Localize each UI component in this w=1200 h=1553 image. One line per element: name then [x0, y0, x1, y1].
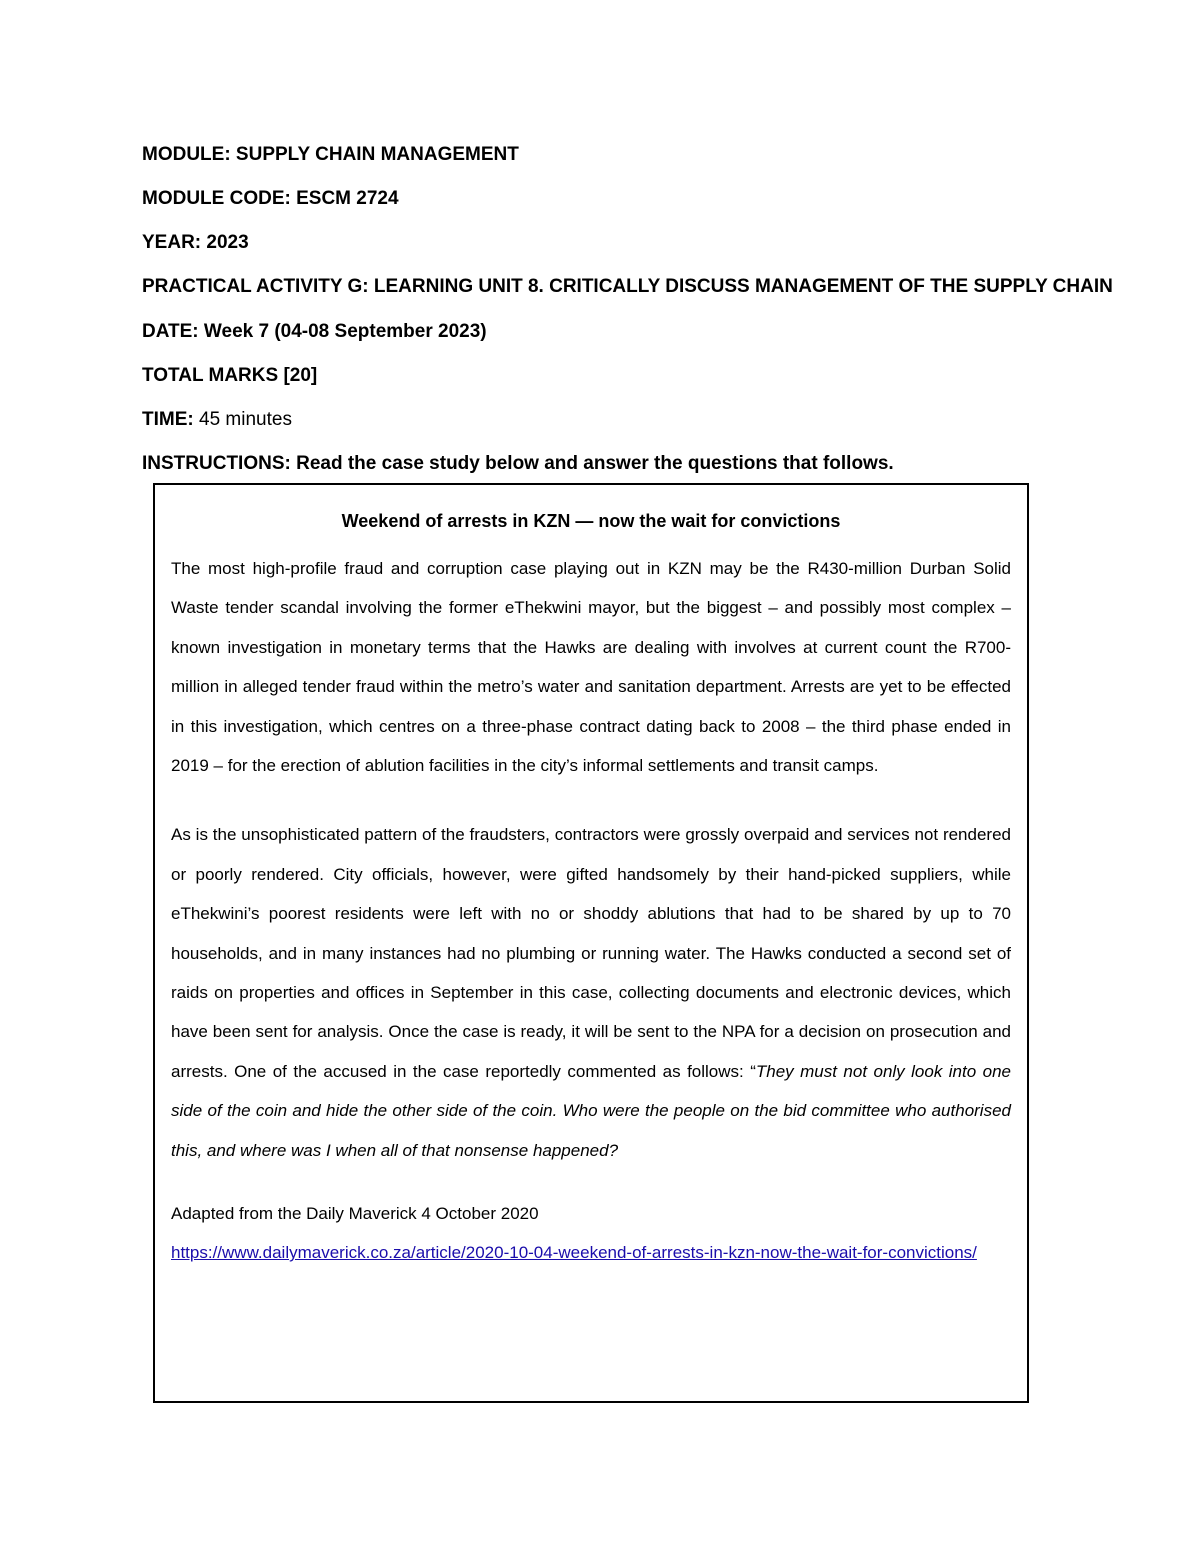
total-marks-line	[142, 364, 317, 388]
case-study-title: Weekend of arrests in KZN — now the wait for convictions	[341, 511, 841, 531]
date-line	[142, 320, 487, 344]
instructions-line	[142, 452, 894, 476]
time-value: 45 minutes	[199, 409, 292, 430]
source-link[interactable]: https://www.dailymaverick.co.za/article/2020-10-04-weekend-of-arrests-in-kzn-now-the-wait-for-convictions/	[171, 1243, 977, 1263]
paragraph-2-text: As is the unsophisticated pattern of the fraudsters, contractors were grossly overpaid and services not rendered or poorly rendered. City officials, however, were gifted handsomely by their hand-picked suppliers, while eThekwini’s poorest residents were left with no or shoddy ablutions that had to be shared by up to 70 households, and in many instances had no plumbing or running water. The Hawks conducted a second set of raids on properties and offices in September in this case, collecting documents and electronic devices, which have been sent for analysis. Once the case is ready, it will be sent to the NPA for a decision on prosecution and arrests. One of the accused in the case reportedly commented as follows: “	[171, 825, 1011, 1081]
module-line	[142, 143, 519, 167]
source-attribution: Adapted from the Daily Maverick 4 October 2020	[171, 1204, 539, 1224]
module-code-line	[142, 187, 399, 211]
time-line	[142, 408, 292, 432]
year-line	[142, 231, 249, 255]
practical-activity-line	[142, 275, 1113, 299]
total-marks-label: TOTAL MARKS [20]	[142, 365, 318, 386]
case-study-box	[153, 483, 1029, 1403]
case-study-paragraph-2	[171, 815, 1011, 1170]
module-label: MODULE: SUPPLY CHAIN MANAGEMENT	[142, 144, 519, 165]
practical-activity-label: PRACTICAL ACTIVITY G: LEARNING UNIT 8. CRITICALLY DISCUSS MANAGEMENT OF THE SUPPLY CHAIN	[142, 276, 1113, 297]
year-label: YEAR: 2023	[142, 232, 249, 253]
case-study-paragraph-1: The most high-profile fraud and corruption case playing out in KZN may be the R430-million Durban Solid Waste tender scandal involving the former eThekwini mayor, but the biggest – and possibly most complex – known investigation in monetary terms that the Hawks are dealing with involves at current count the R700-million in alleged tender fraud within the metro’s water and sanitation department. Arrests are yet to be effected in this investigation, which centres on a three-phase contract dating back to 2008 – the third phase ended in 2019 – for the erection of ablution facilities in the city’s informal settlements and transit camps.	[171, 559, 1011, 776]
module-code-label: MODULE CODE: ESCM 2724	[142, 188, 399, 209]
date-label: DATE: Week 7 (04-08 September 2023)	[142, 321, 487, 342]
accused-quote: They must not only look into one side of the coin and hide the other side of the coin. Who were the people on the bid committee who authorised this, and where was I when all of that nonsense happened?	[171, 1061, 1012, 1160]
instructions-label: INSTRUCTIONS: Read the case study below and answer the questions that follows.	[142, 453, 894, 474]
time-label: TIME:	[142, 409, 199, 430]
